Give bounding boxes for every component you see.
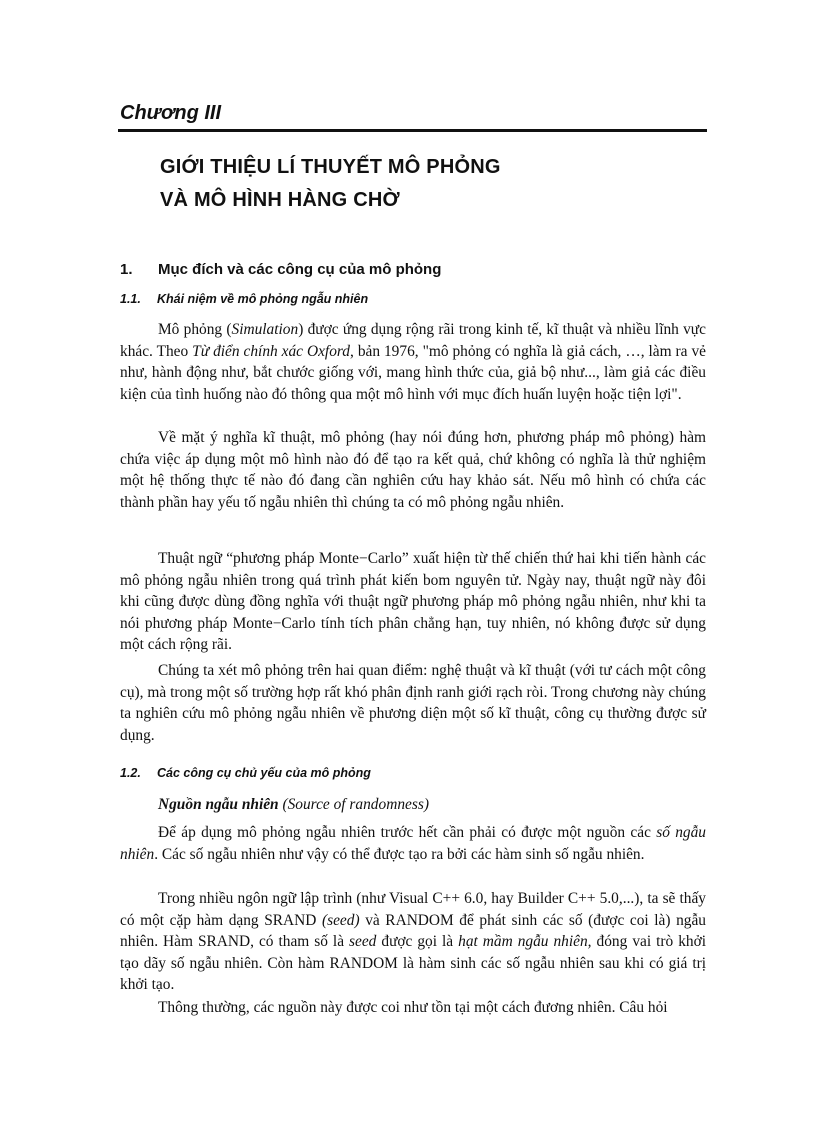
chapter-label: Chương III bbox=[120, 102, 222, 124]
section-title: Mục đích và các công cụ của mô phỏng bbox=[158, 261, 442, 278]
section-heading-1 bbox=[120, 261, 441, 278]
paragraph-5: Để áp dụng mô phỏng ngẫu nhiên trước hết cần phải có được một nguồn các số ngẫu nhiên. Các số ngẫu nhiên như vậy có thể được tạo ra bởi các hàm sinh số ngẫu nhiên. bbox=[120, 824, 706, 863]
topic-heading: Nguồn ngẫu nhiên (Source of randomness) bbox=[158, 796, 429, 813]
subsection-title: Các công cụ chủ yếu của mô phỏng bbox=[157, 766, 371, 780]
paragraph-3: Thuật ngữ “phương pháp Monte−Carlo” xuất hiện từ thế chiến thứ hai khi tiến hành các mô phỏng ngẫu nhiên trong quá trình phát kiến bom nguyên tử. Ngày nay, thuật ngữ này đôi khi cũng được dùng đồng nghĩa với thuật ngữ phương pháp mô phỏng ngẫu nhiên, như khi ta nói phương pháp Monte−Carlo tính tích phân chẳng hạn, tuy nhiên, nó không được sử dụng một cách rộng rãi. bbox=[120, 550, 706, 654]
chapter-title-line-2: VÀ MÔ HÌNH HÀNG CHỜ bbox=[160, 189, 400, 211]
paragraph-7: Thông thường, các nguồn này được coi như tồn tại một cách đương nhiên. Câu hỏi bbox=[158, 999, 668, 1016]
paragraph-2: Về mặt ý nghĩa kĩ thuật, mô phỏng (hay nói đúng hơn, phương pháp mô phỏng) hàm chứa việc áp dụng một mô hình nào đó để tạo ra kết quả, chứ không có nghĩa là thử nghiệm một hệ thống thực tế nào đó đang cần nghiên cứu hay khảo sát. Nếu mô hình có chứa các thành phần hay yếu tố ngẫu nhiên thì chúng ta có mô phỏng ngẫu nhiên. bbox=[120, 429, 706, 511]
paragraph-1: Mô phỏng (Simulation) được ứng dụng rộng rãi trong kinh tế, kĩ thuật và nhiều lĩnh vực khác. Theo Từ điển chính xác Oxford, bản 1976, "mô phỏng có nghĩa là giả cách, …, làm ra vẻ như, hành động như, bắt chước giống với, mang hình thức của, giả bộ như..., làm giả các điều kiện của tình huống nào đó thông qua một mô hình với mục đích huấn luyện hoặc tiện lợi". bbox=[120, 321, 706, 403]
paragraph-4: Chúng ta xét mô phỏng trên hai quan điểm: nghệ thuật và kĩ thuật (với tư cách một công cụ), mà trong một số trường hợp rất khó phân định ranh giới rạch ròi. Trong chương này chúng ta nghiên cứu mô phỏng ngẫu nhiên về phương diện một số kĩ thuật, công cụ thường được sử dụng. bbox=[120, 662, 706, 744]
section-number: 1. bbox=[120, 261, 133, 278]
chapter-title-line-1: GIỚI THIỆU LÍ THUYẾT MÔ PHỎNG bbox=[160, 156, 501, 178]
chapter-rule bbox=[118, 129, 707, 132]
subsection-title: Khái niệm về mô phỏng ngẫu nhiên bbox=[157, 292, 369, 306]
subsection-heading-1-1 bbox=[120, 292, 368, 306]
subsection-heading-1-2 bbox=[120, 766, 371, 780]
paragraph-6: Trong nhiều ngôn ngữ lập trình (như Visual C++ 6.0, hay Builder C++ 5.0,...), ta sẽ thấy có một cặp hàm dạng SRAND (seed) và RANDOM để phát sinh các số (được coi là) ngẫu nhiên. Hàm SRAND, có tham số là seed được gọi là hạt mầm ngẫu nhiên, đóng vai trò khởi tạo dãy số ngẫu nhiên. Còn hàm RANDOM là hàm sinh các số ngẫu nhiên sau khi có giá trị khởi tạo. bbox=[120, 890, 707, 994]
subsection-number: 1.2. bbox=[120, 766, 141, 780]
subsection-number: 1.1. bbox=[120, 292, 141, 306]
